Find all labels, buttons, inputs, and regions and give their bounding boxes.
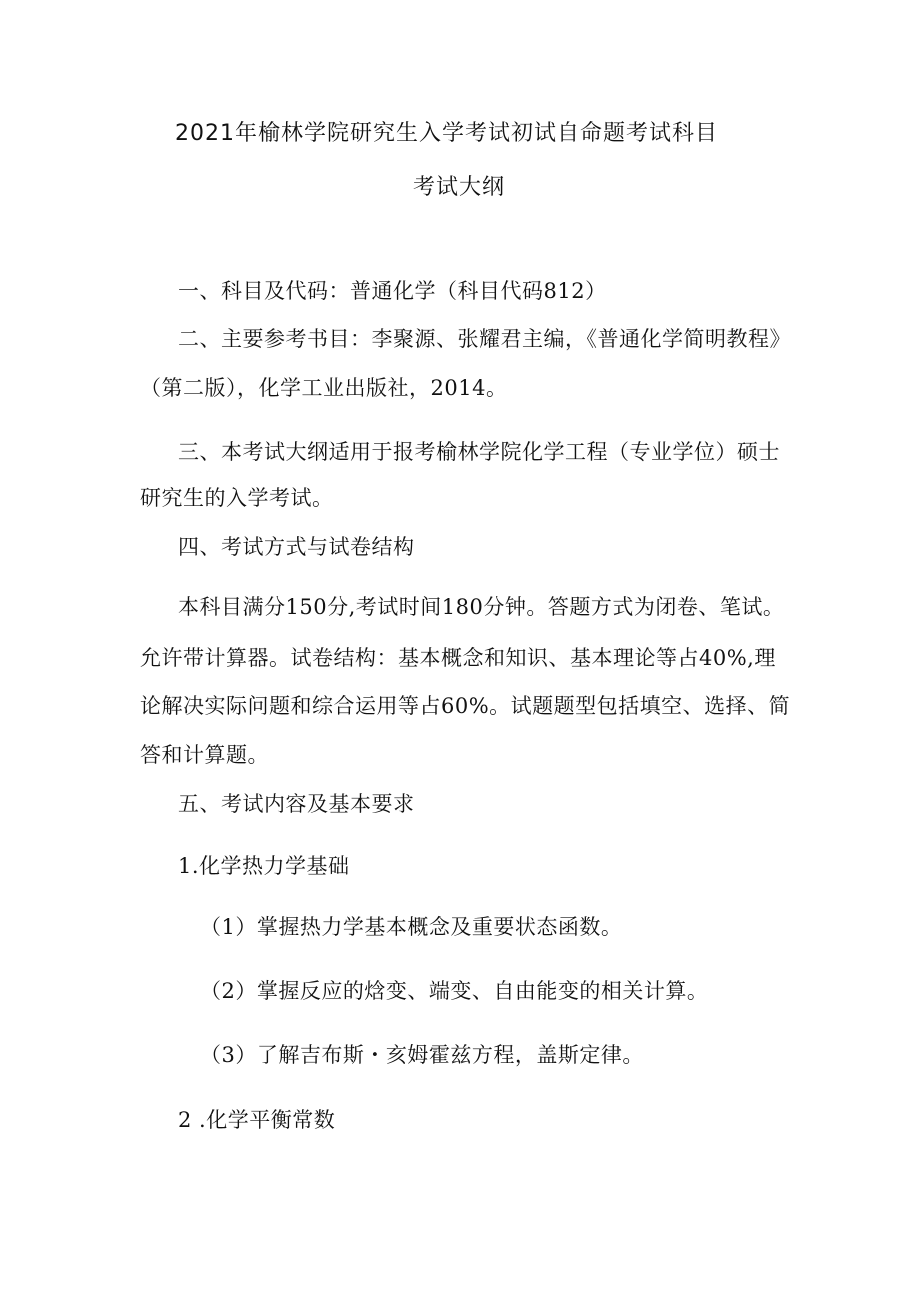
document-title-line-1: 2021年榆林学院研究生入学考试初试自命题考试科目 (175, 121, 718, 146)
exam-format-paragraph-line-3: 论解决实际问题和综合运用等占60%。试题题型包括填空、选择、简 (140, 694, 791, 718)
item-equilibrium-heading: 2 .化学平衡常数 (178, 1108, 336, 1132)
section-subject-code: 一、科目及代码：普通化学（科目代码812） (178, 279, 607, 303)
document-title-line-2: 考试大纲 (413, 175, 506, 200)
item-thermodynamics-sub-3: （3）了解吉布斯・亥姆霍兹方程，盖斯定律。 (200, 1043, 644, 1067)
section-scope-line-2: 研究生的入学考试。 (140, 486, 334, 510)
exam-format-paragraph-line-4: 答和计算题。 (140, 743, 269, 767)
section-content-heading: 五、考试内容及基本要求 (178, 792, 415, 816)
exam-format-paragraph-line-1: 本科目满分150分,考试时间180分钟。答题方式为闭卷、笔试。 (178, 595, 785, 619)
exam-format-paragraph-line-2: 允许带计算器。试卷结构：基本概念和知识、基本理论等占40%,理 (140, 646, 776, 670)
item-thermodynamics-sub-1: （1）掌握热力学基本概念及重要状态函数。 (200, 915, 623, 939)
item-thermodynamics-heading: 1.化学热力学基础 (178, 854, 350, 878)
section-scope-line-1: 三、本考试大纲适用于报考榆林学院化学工程（专业学位）硕士 (178, 440, 780, 464)
section-reference-books-line-2: （第二版），化学工业出版社，2014。 (140, 376, 508, 400)
section-exam-format-heading: 四、考试方式与试卷结构 (178, 535, 415, 559)
item-thermodynamics-sub-2: （2）掌握反应的焓变、端变、自由能变的相关计算。 (200, 979, 709, 1003)
section-reference-books-line-1: 二、主要参考书目：李聚源、张耀君主编，《普通化学简明教程》 (178, 327, 791, 351)
